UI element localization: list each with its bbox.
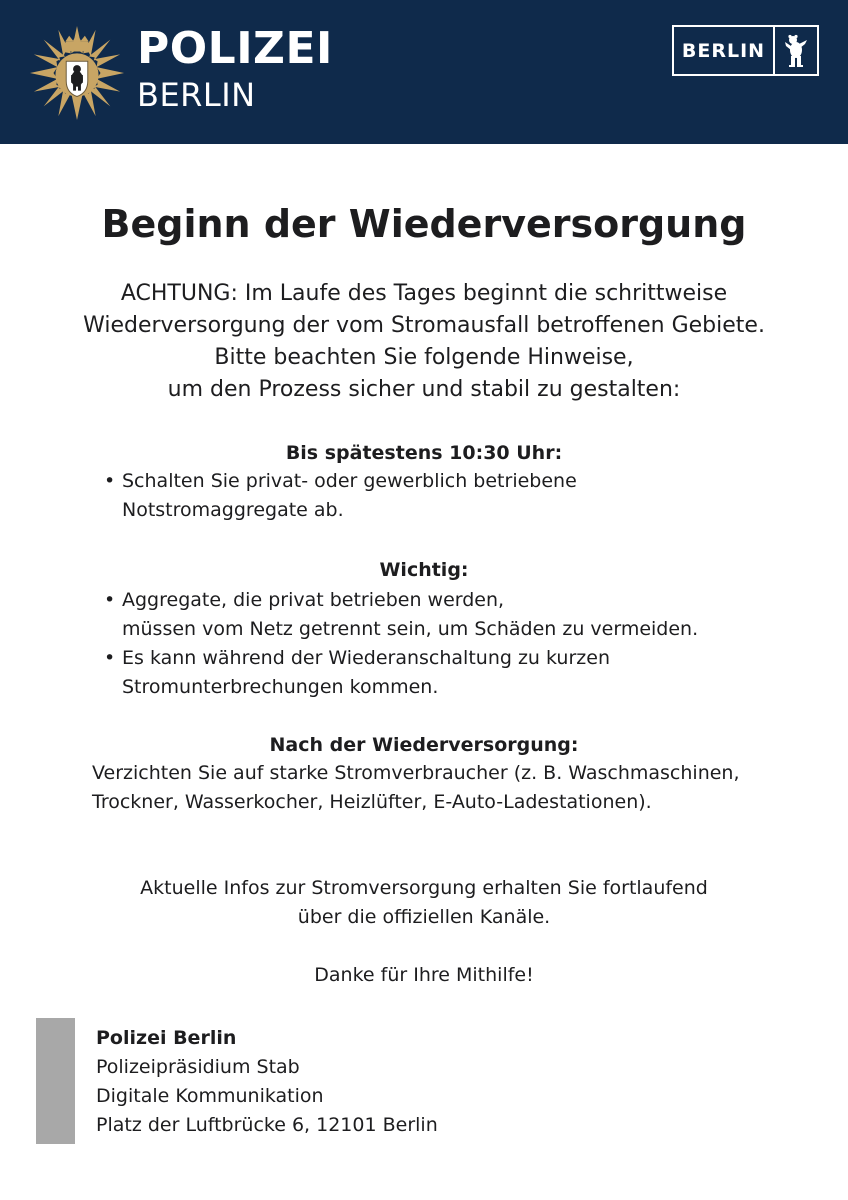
bullet-list-deadline — [104, 467, 804, 525]
list-item — [104, 467, 804, 525]
list-item — [104, 644, 804, 702]
brand-subtitle: BERLIN — [137, 76, 256, 114]
intro-line: ACHTUNG: Im Laufe des Tages beginnt die schrittweise — [120, 281, 728, 306]
bullet-line: • Es kann während der Wiederanschaltung zu kurzen — [122, 647, 610, 669]
badge-label: BERLIN — [674, 27, 775, 74]
section-heading-important: Wichtig: — [379, 559, 469, 581]
brand-title: POLIZEI — [137, 23, 333, 74]
bullet-line: • Aggregate, die privat betrieben werden, — [122, 589, 505, 611]
intro-line: Bitte beachten Sie folgende Hinweise, — [214, 345, 634, 370]
footer-line: Digitale Kommunikation — [96, 1085, 324, 1107]
footer-line: Polizeipräsidium Stab — [96, 1056, 300, 1078]
bullet-line: Notstromaggregate ab. — [122, 499, 344, 521]
text-line: Verzichten Sie auf starke Stromverbraucher (z. B. Waschmaschinen, — [92, 762, 740, 784]
intro-line: um den Prozess sicher und stabil zu gestalten: — [167, 377, 681, 402]
info-line: Aktuelle Infos zur Stromversorgung erhalten Sie fortlaufend — [140, 877, 708, 899]
police-star-icon — [28, 24, 126, 122]
info-line: über die offiziellen Kanäle. — [297, 906, 551, 928]
intro-text — [20, 278, 828, 406]
intro-line: Wiederversorgung der vom Stromausfall betroffenen Gebiete. — [83, 313, 765, 338]
text-line: Trockner, Wasserkocher, Heizlüfter, E-Auto-Ladestationen). — [92, 791, 652, 813]
thanks-text: Danke für Ihre Mithilfe! — [314, 964, 534, 986]
footer-accent-bar — [36, 1018, 75, 1144]
header-banner — [0, 0, 848, 144]
bullet-line: • Schalten Sie privat- oder gewerblich betriebene — [122, 470, 577, 492]
after-restoration-text — [92, 759, 812, 817]
footer-address — [96, 1024, 438, 1140]
footer-org: Polizei Berlin — [96, 1027, 237, 1049]
bullet-line: müssen vom Netz getrennt sein, um Schäden zu vermeiden. — [122, 618, 699, 640]
info-text — [0, 874, 848, 932]
section-heading-after: Nach der Wiederversorgung: — [269, 734, 579, 756]
bullet-list-important — [104, 586, 804, 702]
berlin-bear-icon — [783, 34, 809, 68]
list-item — [104, 586, 804, 644]
bullet-line: Stromunterbrechungen kommen. — [122, 676, 439, 698]
berlin-badge — [672, 25, 819, 76]
section-heading-deadline: Bis spätestens 10:30 Uhr: — [285, 442, 563, 464]
footer-line: Platz der Luftbrücke 6, 12101 Berlin — [96, 1114, 438, 1136]
page-title: Beginn der Wiederversorgung — [101, 202, 747, 246]
